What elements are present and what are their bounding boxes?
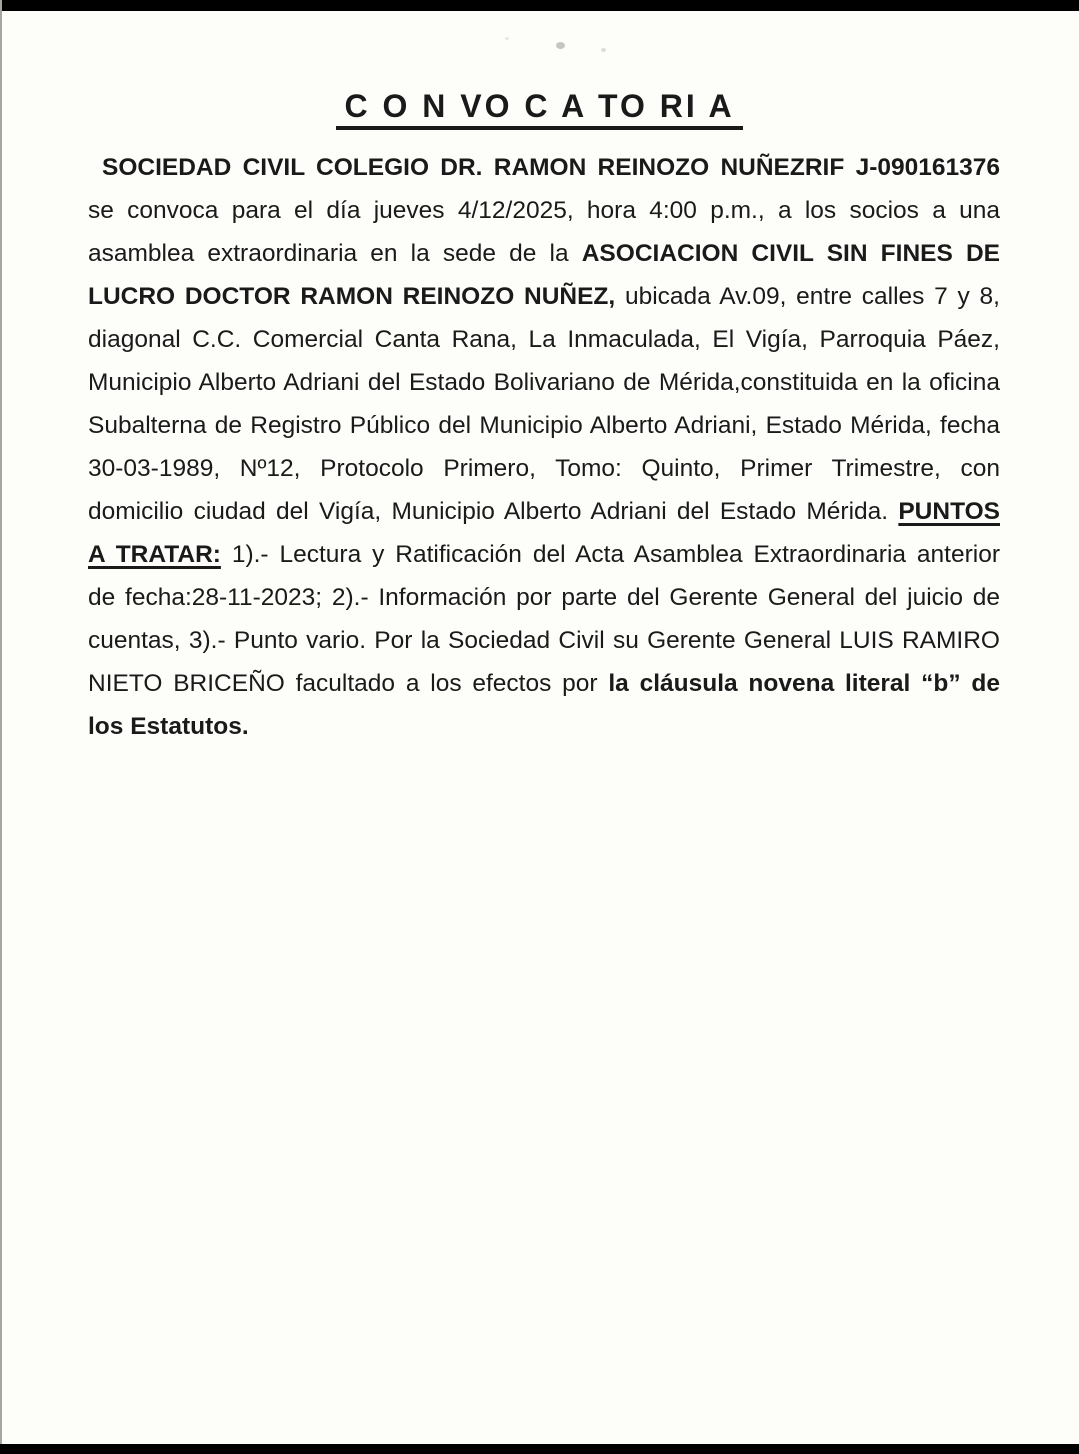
text-segment: la cláusula novena literal “b” de	[608, 670, 1000, 697]
text-segment: de fecha:28-11-2023; 2).- Información por parte del Gerente General del juicio de	[88, 584, 1000, 611]
text-line	[88, 662, 1000, 705]
text-segment: PUNTOS	[898, 498, 1000, 525]
text-segment: ubicada Av.09, entre calles 7 y 8,	[615, 283, 1000, 310]
text-line	[88, 576, 1000, 619]
text-line	[88, 189, 1000, 232]
text-segment: los Estatutos.	[88, 713, 249, 740]
text-line	[88, 146, 1000, 189]
text-segment: NIETO BRICEÑO facultado a los efectos por	[88, 670, 609, 697]
document-title: C O N VO C A TO RI A	[336, 88, 742, 130]
text-segment: A TRATAR:	[88, 541, 221, 568]
text-line	[88, 232, 1000, 275]
text-segment: ASOCIACION CIVIL SIN FINES DE	[581, 240, 1000, 267]
text-segment: asamblea extraordinaria en la sede de la	[88, 240, 582, 267]
text-segment: se convoca para el día jueves 4/12/2025, hora 4:00 p.m., a los socios a una	[88, 197, 1000, 224]
text-line	[88, 619, 1000, 662]
scan-smudge-artifact	[601, 48, 606, 52]
text-line	[88, 275, 1000, 318]
text-segment: diagonal C.C. Comercial Canta Rana, La Inmaculada, El Vigía, Parroquia Páez,	[88, 326, 1000, 353]
scan-edge-bottom-artifact	[0, 1444, 1079, 1454]
text-segment: SOCIEDAD CIVIL COLEGIO DR. RAMON REINOZO NUÑEZRIF J-090161376	[102, 154, 1000, 181]
scan-smudge-artifact	[505, 37, 509, 40]
text-segment: domicilio ciudad del Vigía, Municipio Alberto Adriani del Estado Mérida.	[88, 498, 899, 525]
text-segment: 30-03-1989, Nº12, Protocolo Primero, Tomo: Quinto, Primer Trimestre, con	[88, 455, 1000, 482]
text-segment: cuentas, 3).- Punto vario. Por la Sociedad Civil su Gerente General LUIS RAMIRO	[88, 627, 1000, 654]
text-line	[88, 447, 1000, 490]
text-segment: Subalterna de Registro Público del Municipio Alberto Adriani, Estado Mérida, fecha	[88, 412, 1000, 439]
text-line	[88, 361, 1000, 404]
text-line	[88, 490, 1000, 533]
text-line	[88, 533, 1000, 576]
scan-edge-left-artifact	[0, 0, 2, 1454]
scan-smudge-artifact	[556, 42, 565, 49]
document-body	[88, 146, 1000, 748]
text-segment: LUCRO DOCTOR RAMON REINOZO NUÑEZ,	[88, 283, 616, 310]
text-line	[88, 318, 1000, 361]
text-line	[88, 404, 1000, 447]
text-segment: Municipio Alberto Adriani del Estado Bolivariano de Mérida,constituida en la oficina	[88, 369, 1000, 396]
scan-edge-top-artifact	[0, 0, 1079, 11]
text-line	[88, 705, 1000, 748]
text-segment: 1).- Lectura y Ratificación del Acta Asamblea Extraordinaria anterior	[220, 541, 1000, 568]
document-title-row	[0, 88, 1079, 130]
